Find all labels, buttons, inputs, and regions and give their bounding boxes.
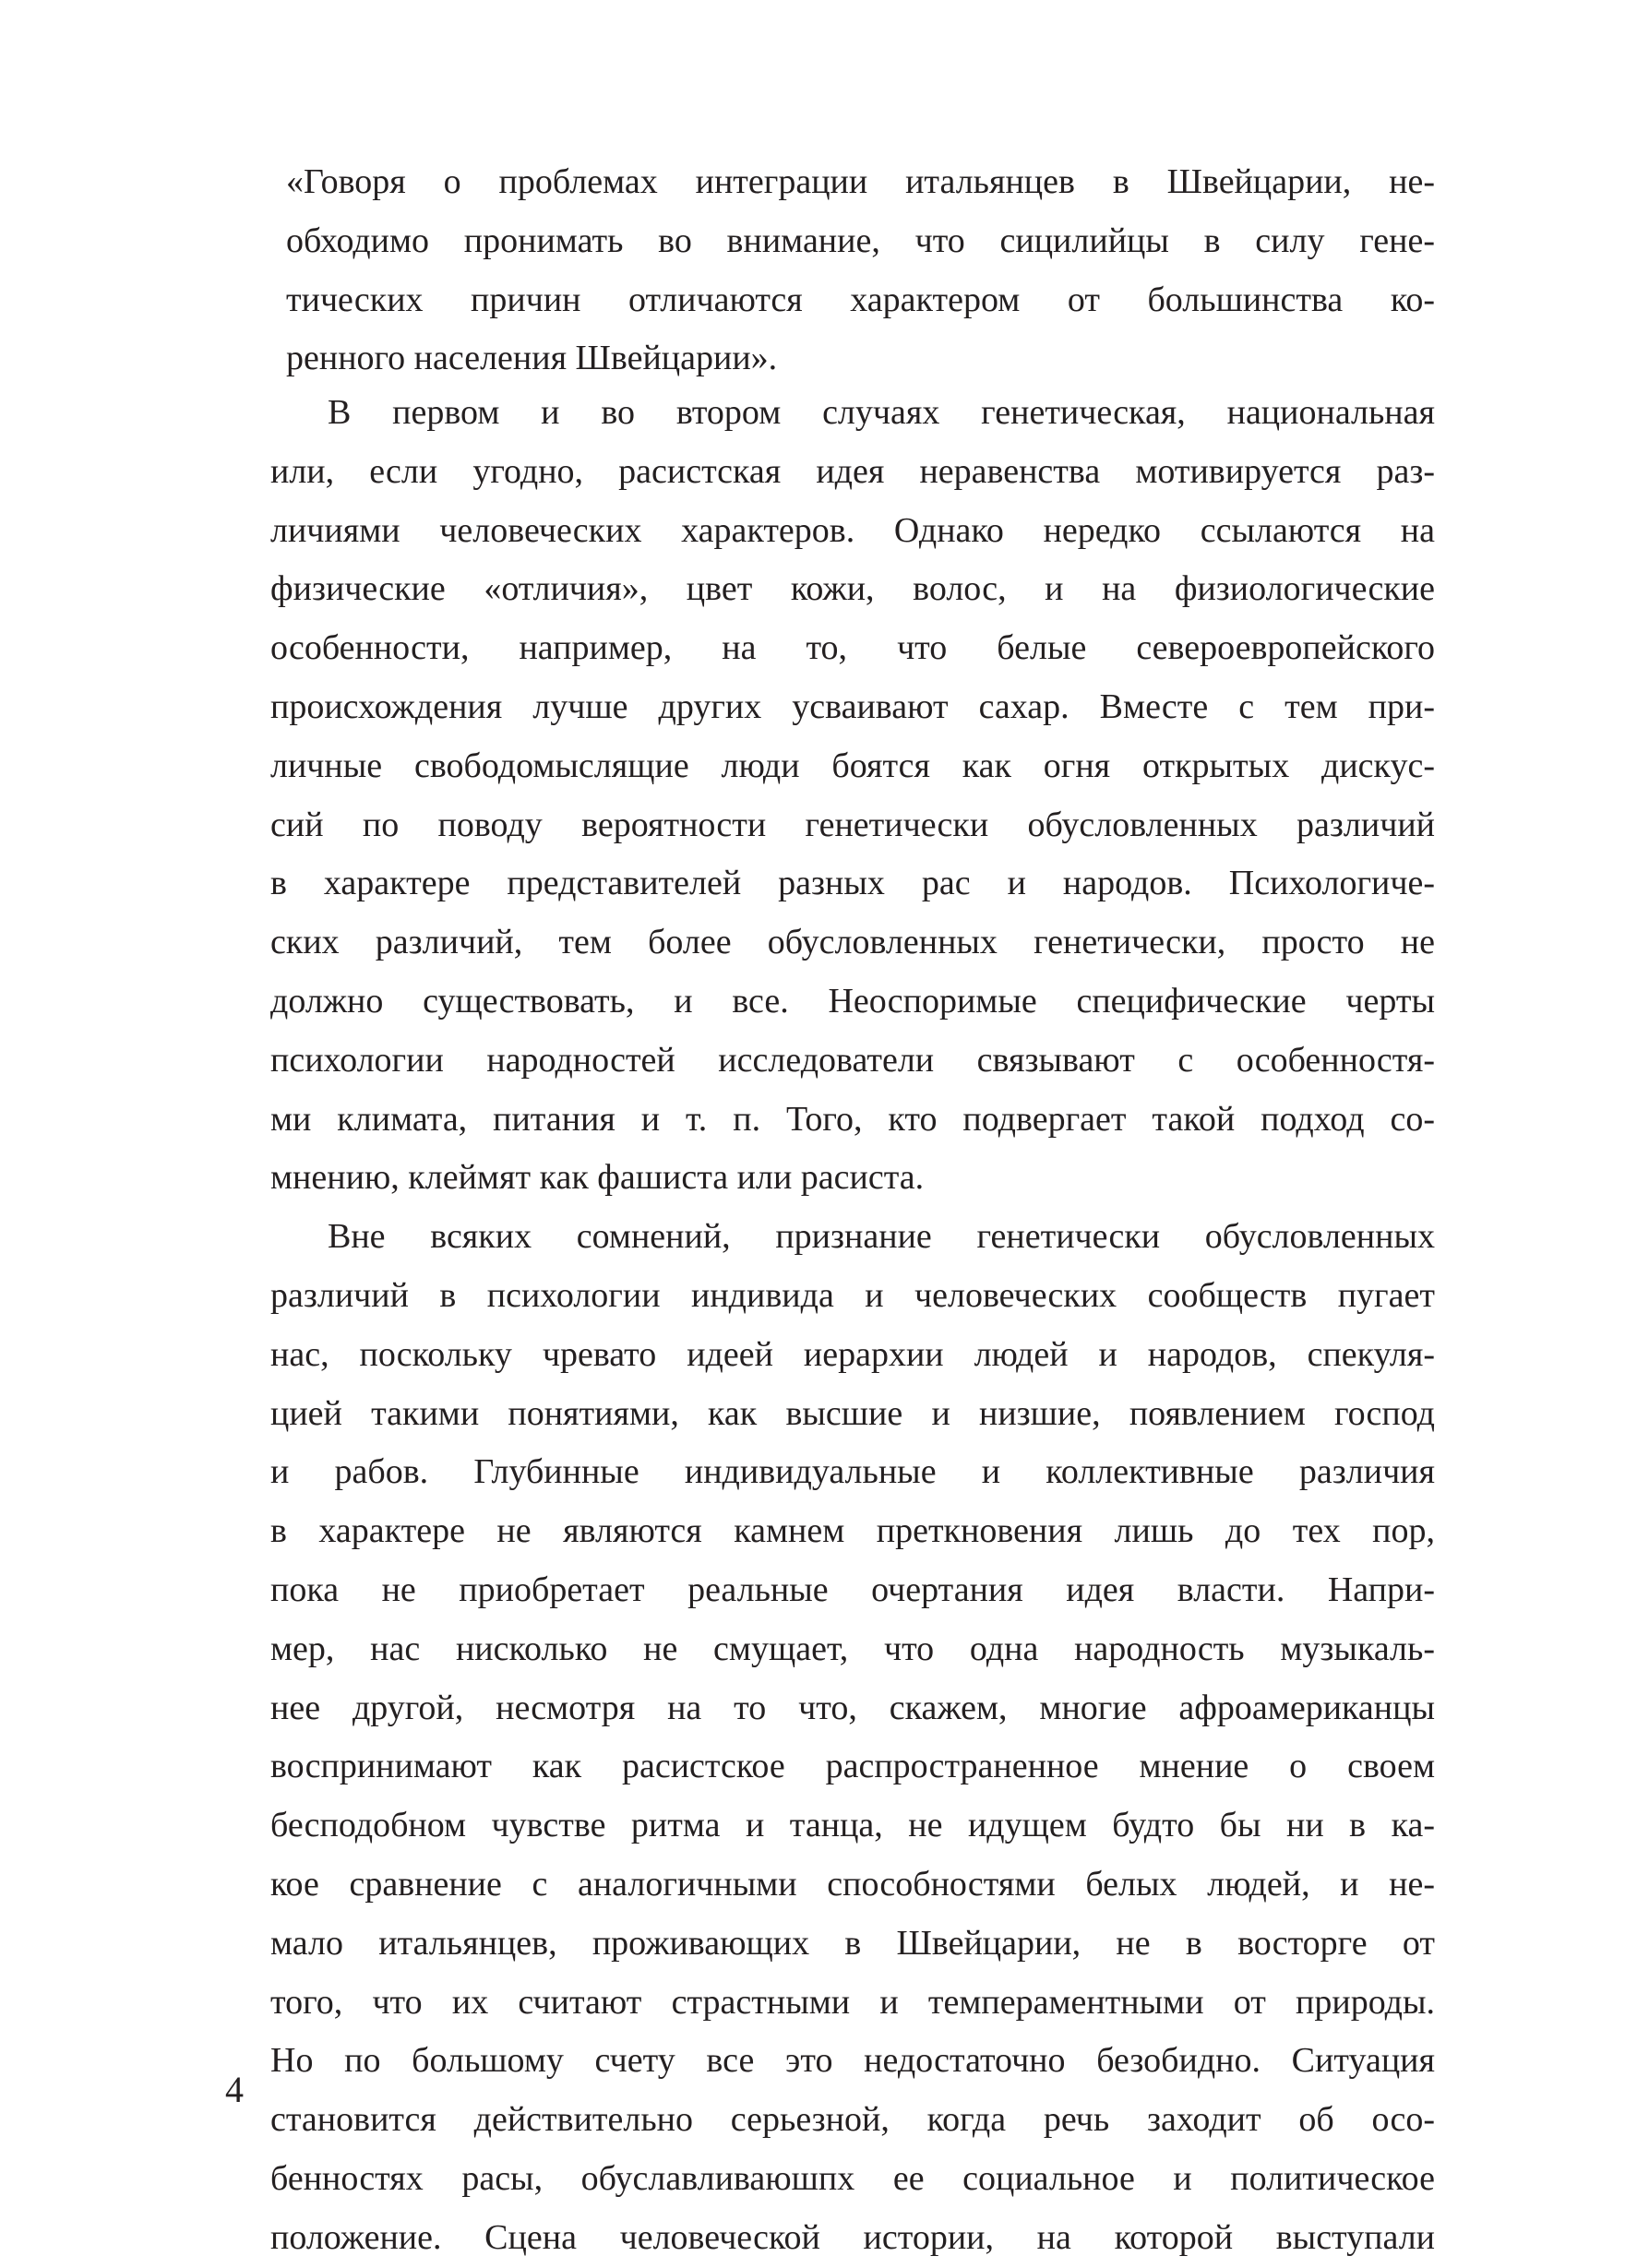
text-line: нее другой, несмотря на то что, скажем, многие афроамериканцы bbox=[270, 1688, 1435, 1727]
text-line: сий по поводу вероятности генетически обусловленных различий bbox=[270, 805, 1435, 844]
text-line: воспринимают как расистское распространенное мнение о своем bbox=[270, 1747, 1435, 1786]
text-line: пока не приобретает реальные очертания идея власти. Напри- bbox=[270, 1570, 1435, 1609]
text-line: особенности, например, на то, что белые североевропейского bbox=[270, 628, 1435, 668]
text-line: становится действительно серьезной, когда речь заходит об осо- bbox=[270, 2100, 1435, 2140]
text-line: ми климата, питания и т. п. Того, кто подвергает такой подход со- bbox=[270, 1099, 1435, 1139]
text-line: «Говоря о проблемах интеграции итальянцев в Швейцарии, не- bbox=[286, 162, 1435, 201]
text-line: мнению, клеймят как фашиста или расиста. bbox=[270, 1158, 925, 1198]
paragraph bbox=[270, 1208, 1435, 2267]
text-line: цией такими понятиями, как высшие и низшие, появлением господ bbox=[270, 1393, 1435, 1433]
text-line: нас, поскольку чревато идеей иерархии людей и народов, спекуля- bbox=[270, 1334, 1435, 1374]
block-quote bbox=[286, 153, 1435, 388]
text-line: или, если угодно, расистская идея неравенства мотивируется раз- bbox=[270, 451, 1435, 491]
text-line: в характере не являются камнем преткновения лишь до тех пор, bbox=[270, 1511, 1435, 1551]
text-line: кое сравнение с аналогичными способностями белых людей, и не- bbox=[270, 1864, 1435, 1904]
text-line: в характере представителей разных рас и народов. Психологиче- bbox=[270, 864, 1435, 903]
text-line: положение. Сцена человеческой истории, на которой выступали bbox=[270, 2217, 1435, 2257]
text-line: бенностях расы, обуславливаюшпх ее социальное и политическое bbox=[270, 2158, 1435, 2198]
text-line: ских различий, тем более обусловленных генетически, просто не bbox=[270, 923, 1435, 962]
text-line: бесподобном чувстве ритма и танца, не идущем будто бы ни в ка- bbox=[270, 1806, 1435, 1845]
text-line: того, что их считают страстными и темпераментными от природы. bbox=[270, 1982, 1435, 2022]
text-line: мер, нас нисколько не смущает, что одна народность музыкаль- bbox=[270, 1629, 1435, 1668]
text-line: должно существовать, и все. Неоспоримые специфические черты bbox=[270, 981, 1435, 1021]
page-number: 4 bbox=[225, 2069, 244, 2110]
body-text bbox=[270, 384, 1435, 2268]
text-line: обходимо пронимать во внимание, что сицилийцы в силу гене- bbox=[286, 221, 1435, 260]
text-line: В первом и во втором случаях генетическая, национальная bbox=[328, 393, 1435, 432]
text-line: психологии народностей исследователи связывают с особенностя- bbox=[270, 1040, 1435, 1080]
text-line: происхождения лучше других усваивают сахар. Вместе с тем при- bbox=[270, 686, 1435, 726]
text-line: мало итальянцев, проживающих в Швейцарии, не в восторге от bbox=[270, 1923, 1435, 1963]
text-line: физические «отличия», цвет кожи, волос, и на физиологические bbox=[270, 569, 1435, 609]
text-line: Вне всяких сомнений, признание генетически обусловленных bbox=[328, 1217, 1435, 1257]
text-line: тических причин отличаются характером от большинства ко- bbox=[286, 280, 1435, 319]
text-line: личные свободомыслящие люди боятся как огня открытых дискус- bbox=[270, 746, 1435, 785]
paragraph bbox=[270, 384, 1435, 1208]
text-line: личиями человеческих характеров. Однако нередко ссылаются на bbox=[270, 510, 1435, 550]
text-line: ренного населения Швейцарии». bbox=[286, 339, 778, 378]
text-line: различий в психологии индивида и человеческих сообществ пугает bbox=[270, 1275, 1435, 1315]
text-line: Но по большому счету все это недостаточно безобидно. Ситуация bbox=[270, 2041, 1435, 2081]
text-line: и рабов. Глубинные индивидуальные и коллективные различия bbox=[270, 1452, 1435, 1492]
